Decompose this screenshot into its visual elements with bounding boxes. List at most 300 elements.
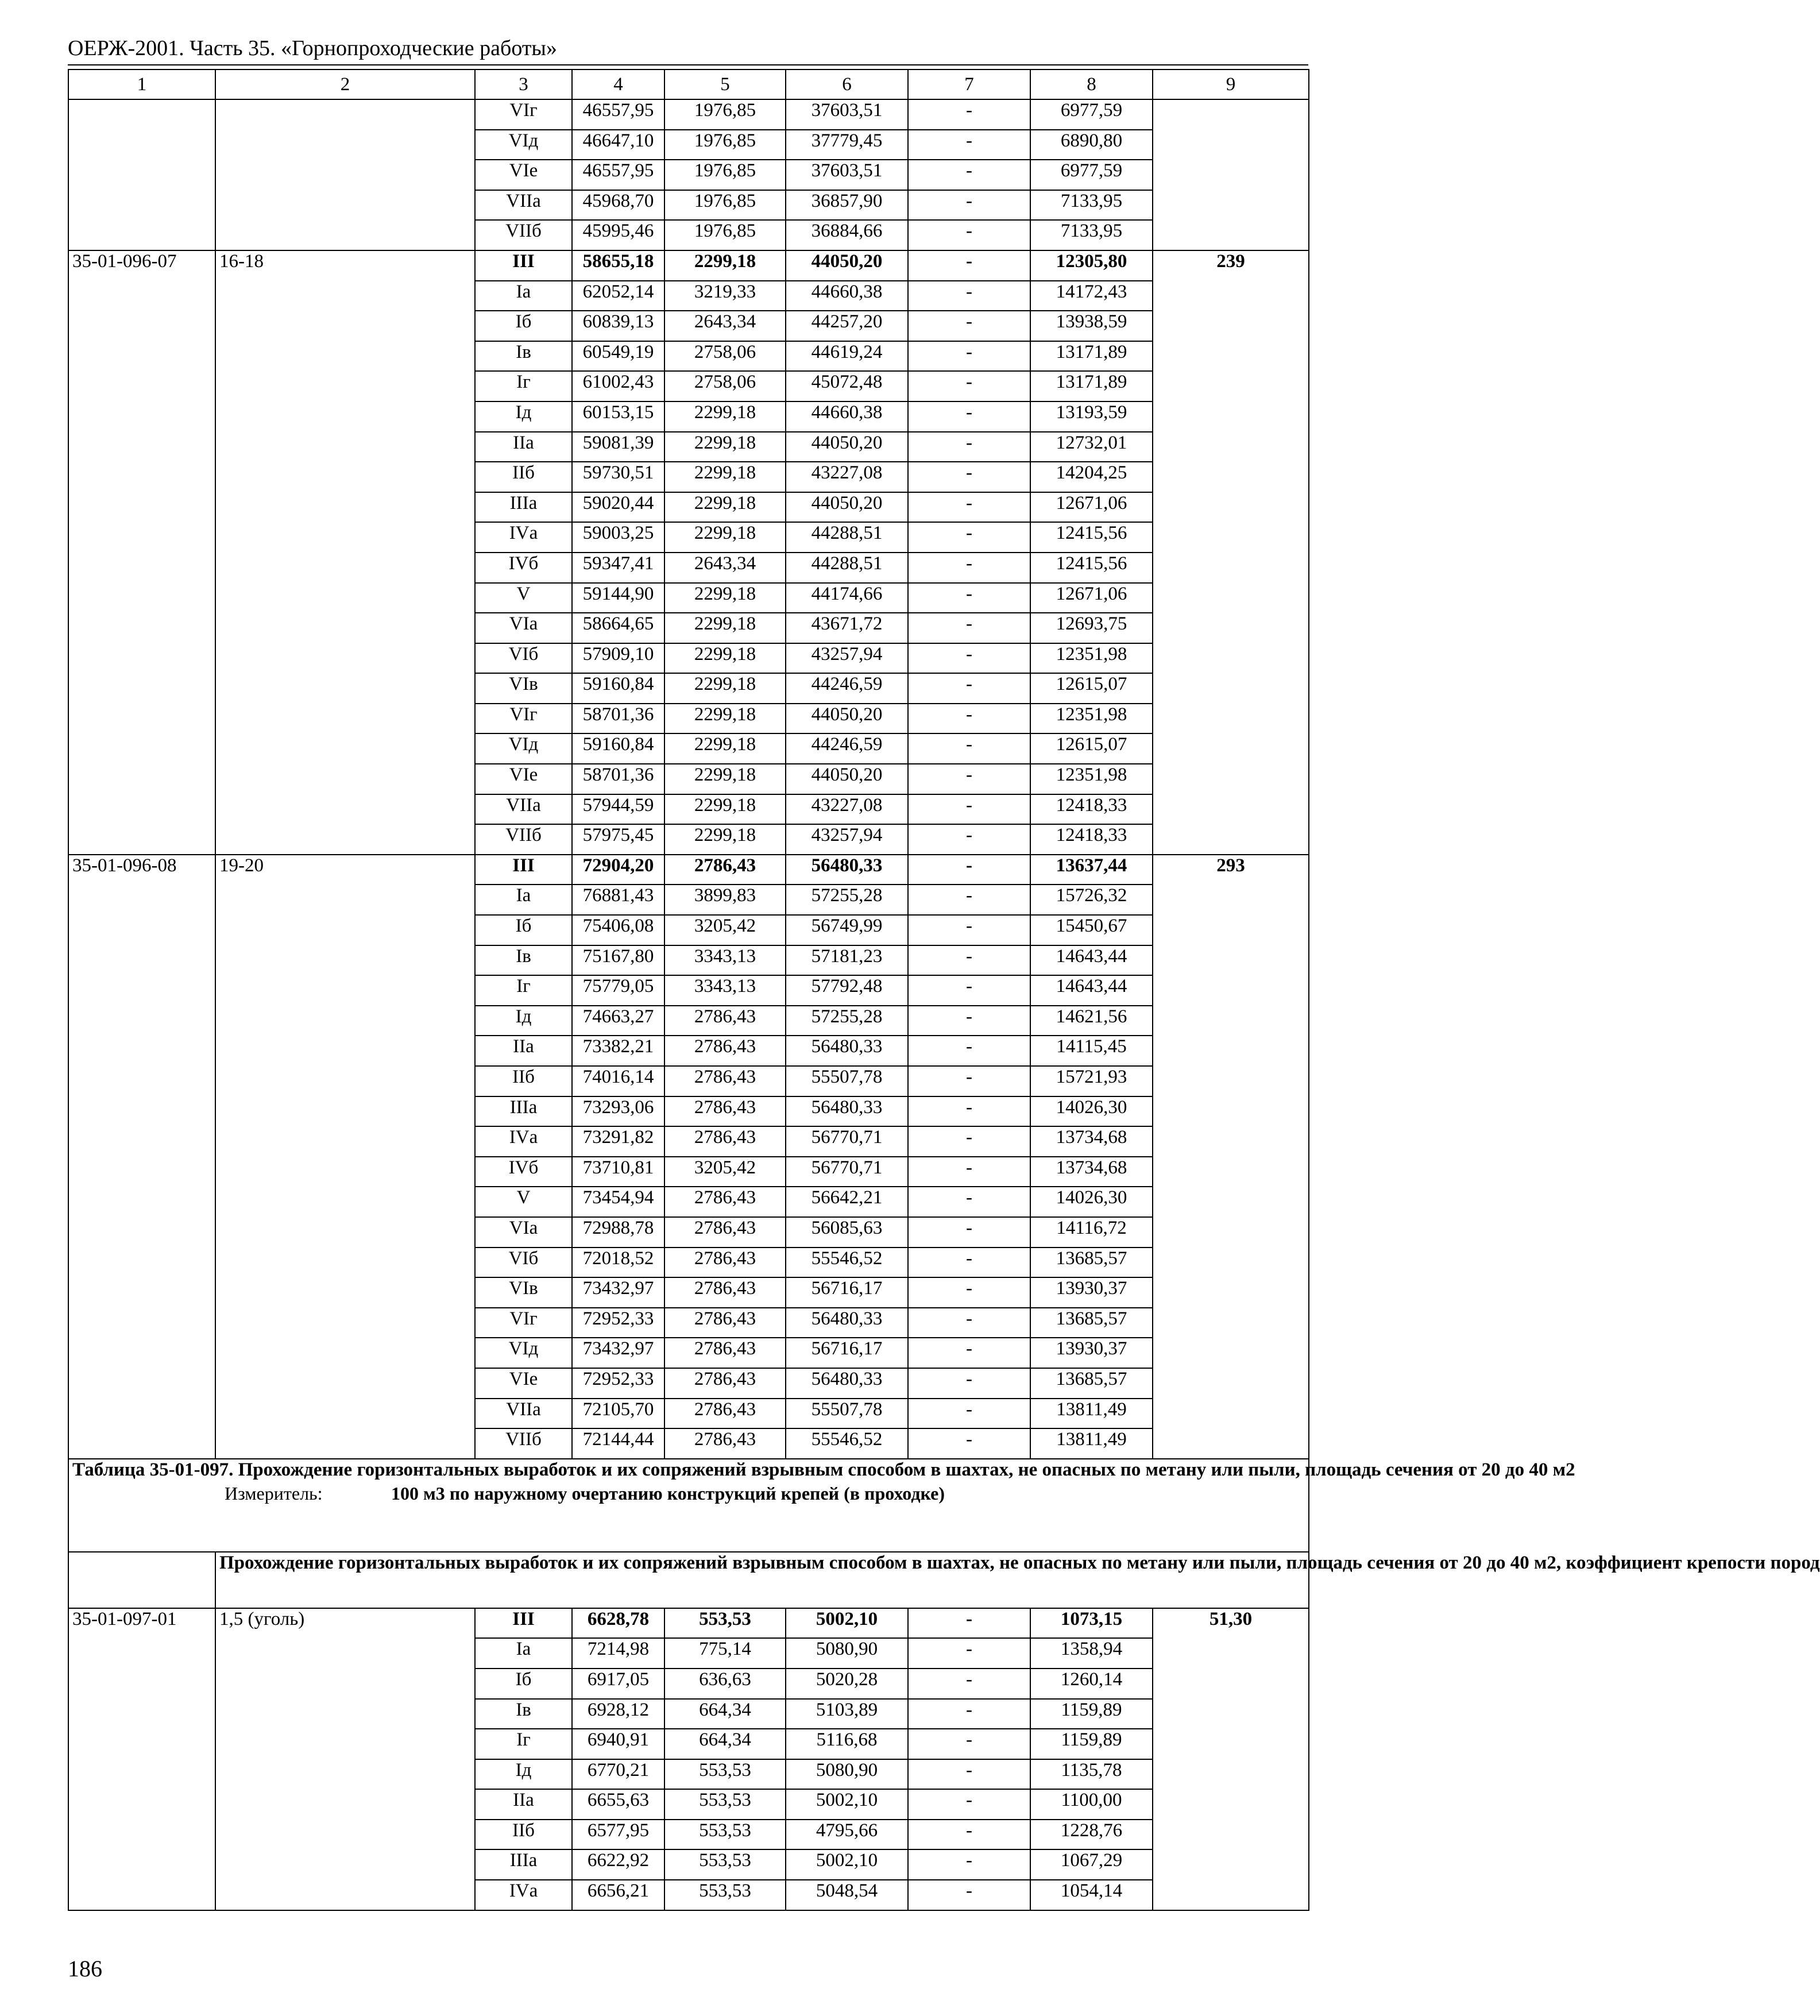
variant-cell: Iв [475,945,572,976]
variant-cell: VIд [475,733,572,764]
variant-cell: Iд [475,401,572,432]
drivers-wages-cell: - [908,190,1030,221]
code-cell: 35-01-096-07 [68,250,215,855]
wages-cell: 3205,42 [664,1157,786,1187]
labor-cell: 51,30 [1153,1608,1309,1910]
wages-cell: 2299,18 [664,492,786,523]
total-cost-cell: 46557,95 [572,99,664,130]
variant-cell: V [475,583,572,613]
variant-cell: VIа [475,1217,572,1248]
drivers-wages-cell: - [908,99,1030,130]
total-cost-cell: 59347,41 [572,553,664,583]
labor-cell [1153,99,1309,250]
variant-cell: Iг [475,371,572,401]
materials-cell: 12671,06 [1030,583,1153,613]
machines-cell: 56749,99 [786,915,908,945]
drivers-wages-cell: - [908,915,1030,945]
drivers-wages-cell: - [908,583,1030,613]
machines-cell: 44257,20 [786,311,908,341]
variant-cell: VIв [475,673,572,704]
variant-cell: VIIб [475,824,572,855]
variant-cell: III [475,855,572,885]
column-number: 5 [664,69,786,99]
wages-cell: 2299,18 [664,583,786,613]
column-number: 8 [1030,69,1153,99]
total-cost-cell: 57944,59 [572,794,664,825]
drivers-wages-cell: - [908,885,1030,915]
wages-cell: 2786,43 [664,1006,786,1036]
variant-cell: IIб [475,1066,572,1096]
variant-cell: IIIа [475,492,572,523]
machines-cell: 44660,38 [786,401,908,432]
drivers-wages-cell: - [908,462,1030,492]
wages-cell: 1976,85 [664,220,786,250]
variant-cell: VIIб [475,220,572,250]
machines-cell: 37603,51 [786,160,908,190]
materials-cell: 12615,07 [1030,673,1153,704]
total-cost-cell: 58664,65 [572,613,664,643]
drivers-wages-cell: - [908,1066,1030,1096]
total-cost-cell: 59020,44 [572,492,664,523]
materials-cell: 1054,14 [1030,1880,1153,1910]
wages-cell: 775,14 [664,1638,786,1669]
machines-cell: 44246,59 [786,733,908,764]
total-cost-cell: 75406,08 [572,915,664,945]
machines-cell: 44050,20 [786,764,908,794]
total-cost-cell: 75167,80 [572,945,664,976]
machines-cell: 57255,28 [786,1006,908,1036]
drivers-wages-cell: - [908,220,1030,250]
drivers-wages-cell: - [908,1608,1030,1639]
table-row [68,99,1309,130]
variant-cell: V [475,1187,572,1217]
wages-cell: 2299,18 [664,704,786,734]
drivers-wages-cell: - [908,794,1030,825]
wages-cell: 2299,18 [664,794,786,825]
machines-cell: 43227,08 [786,794,908,825]
total-cost-cell: 6770,21 [572,1759,664,1790]
machines-cell: 36884,66 [786,220,908,250]
variant-cell: IVб [475,553,572,583]
machines-cell: 55507,78 [786,1066,908,1096]
variant-cell: Iб [475,1669,572,1699]
variant-cell: IIа [475,1036,572,1066]
materials-cell: 14643,44 [1030,945,1153,976]
table-row-main [68,250,1309,281]
code-cell: 35-01-096-08 [68,855,215,1459]
total-cost-cell: 73432,97 [572,1338,664,1368]
materials-cell: 14172,43 [1030,281,1153,311]
materials-cell: 12351,98 [1030,704,1153,734]
drivers-wages-cell: - [908,522,1030,553]
materials-cell: 6977,59 [1030,160,1153,190]
drivers-wages-cell: - [908,975,1030,1006]
wages-cell: 3219,33 [664,281,786,311]
drivers-wages-cell: - [908,281,1030,311]
variant-cell: VIе [475,160,572,190]
materials-cell: 13734,68 [1030,1126,1153,1157]
variant-cell: VIIа [475,190,572,221]
materials-cell: 14116,72 [1030,1217,1153,1248]
machines-cell: 44246,59 [786,673,908,704]
column-number: 6 [786,69,908,99]
drivers-wages-cell: - [908,250,1030,281]
materials-cell: 13637,44 [1030,855,1153,885]
machines-cell: 5020,28 [786,1669,908,1699]
drivers-wages-cell: - [908,764,1030,794]
drivers-wages-cell: - [908,1217,1030,1248]
total-cost-cell: 59160,84 [572,673,664,704]
materials-cell: 13938,59 [1030,311,1153,341]
machines-cell: 5103,89 [786,1699,908,1729]
materials-cell: 1228,76 [1030,1820,1153,1850]
machines-cell: 5002,10 [786,1608,908,1639]
materials-cell: 13811,49 [1030,1428,1153,1459]
drivers-wages-cell: - [908,1428,1030,1459]
total-cost-cell: 46557,95 [572,160,664,190]
table-row-main [68,1608,1309,1639]
machines-cell: 36857,90 [786,190,908,221]
drivers-wages-cell: - [908,855,1030,885]
drivers-wages-cell: - [908,1308,1030,1338]
wages-cell: 2786,43 [664,1277,786,1308]
machines-cell: 57792,48 [786,975,908,1006]
wages-cell: 2643,34 [664,311,786,341]
wages-cell: 2299,18 [664,643,786,674]
drivers-wages-cell: - [908,1126,1030,1157]
wages-cell: 2786,43 [664,1399,786,1429]
materials-cell: 1358,94 [1030,1638,1153,1669]
drivers-wages-cell: - [908,1006,1030,1036]
machines-cell: 44050,20 [786,432,908,462]
wages-cell: 553,53 [664,1880,786,1910]
machines-cell: 43227,08 [786,462,908,492]
wages-cell: 2299,18 [664,250,786,281]
wages-cell: 2786,43 [664,1428,786,1459]
variant-cell: VIIа [475,1399,572,1429]
machines-cell: 5080,90 [786,1759,908,1790]
drivers-wages-cell: - [908,1368,1030,1399]
wages-cell: 2786,43 [664,1066,786,1096]
machines-cell: 44050,20 [786,704,908,734]
variant-cell: IVа [475,1126,572,1157]
materials-cell: 6977,59 [1030,99,1153,130]
wages-cell: 3899,83 [664,885,786,915]
total-cost-cell: 59003,25 [572,522,664,553]
variant-cell: III [475,1608,572,1639]
wages-cell: 1976,85 [664,99,786,130]
drivers-wages-cell: - [908,1789,1030,1820]
variant-cell: Iв [475,341,572,372]
materials-cell: 13685,57 [1030,1248,1153,1278]
machines-cell: 57181,23 [786,945,908,976]
machines-cell: 56716,17 [786,1338,908,1368]
total-cost-cell: 6656,21 [572,1880,664,1910]
code-cell: 35-01-097-01 [68,1608,215,1910]
variant-cell: VIв [475,1277,572,1308]
wages-cell: 1976,85 [664,160,786,190]
column-number: 9 [1153,69,1309,99]
column-number: 2 [215,69,475,99]
materials-cell: 15726,32 [1030,885,1153,915]
range-cell: 1,5 (уголь) [215,1608,475,1910]
total-cost-cell: 6917,05 [572,1669,664,1699]
drivers-wages-cell: - [908,704,1030,734]
drivers-wages-cell: - [908,1399,1030,1429]
drivers-wages-cell: - [908,1699,1030,1729]
wages-cell: 553,53 [664,1820,786,1850]
page-number: 186 [68,1956,102,1982]
table-description-row [68,1552,1309,1608]
total-cost-cell: 61002,43 [572,371,664,401]
total-cost-cell: 72988,78 [572,1217,664,1248]
code-cell [68,99,215,250]
machines-cell: 43257,94 [786,824,908,855]
materials-cell: 15721,93 [1030,1066,1153,1096]
variant-cell: Iг [475,975,572,1006]
total-cost-cell: 76881,43 [572,885,664,915]
variant-cell: VIе [475,1368,572,1399]
total-cost-cell: 6940,91 [572,1729,664,1759]
drivers-wages-cell: - [908,311,1030,341]
total-cost-cell: 58655,18 [572,250,664,281]
materials-cell: 13930,37 [1030,1338,1153,1368]
variant-cell: IIа [475,1789,572,1820]
total-cost-cell: 59081,39 [572,432,664,462]
machines-cell: 56480,33 [786,1036,908,1066]
total-cost-cell: 62052,14 [572,281,664,311]
drivers-wages-cell: - [908,1880,1030,1910]
total-cost-cell: 57975,45 [572,824,664,855]
column-number: 3 [475,69,572,99]
table-title: Таблица 35-01-097. Прохождение горизонтальных выработок и их сопряжений взрывным способом в шахтах, не опасных по метану или пыли, площадь сечения от 20 до 40 м2 [72,1459,1575,1480]
rates-table [68,69,1820,1911]
machines-cell: 57255,28 [786,885,908,915]
materials-cell: 1100,00 [1030,1789,1153,1820]
total-cost-cell: 72952,33 [572,1308,664,1338]
materials-cell: 13171,89 [1030,341,1153,372]
drivers-wages-cell: - [908,1759,1030,1790]
machines-cell: 5002,10 [786,1849,908,1880]
drivers-wages-cell: - [908,1187,1030,1217]
variant-cell: VIб [475,643,572,674]
unit-label: Измеритель: [225,1483,323,1504]
total-cost-cell: 72018,52 [572,1248,664,1278]
total-cost-cell: 73291,82 [572,1126,664,1157]
wages-cell: 2299,18 [664,764,786,794]
total-cost-cell: 58701,36 [572,764,664,794]
machines-cell: 56480,33 [786,1308,908,1338]
drivers-wages-cell: - [908,371,1030,401]
variant-cell: Iа [475,281,572,311]
materials-cell: 1159,89 [1030,1699,1153,1729]
wages-cell: 664,34 [664,1699,786,1729]
materials-cell: 12418,33 [1030,824,1153,855]
materials-cell: 1159,89 [1030,1729,1153,1759]
total-cost-cell: 6577,95 [572,1820,664,1850]
machines-cell: 5080,90 [786,1638,908,1669]
wages-cell: 1976,85 [664,190,786,221]
column-number-row [68,69,1309,99]
total-cost-cell: 58701,36 [572,704,664,734]
drivers-wages-cell: - [908,1277,1030,1308]
machines-cell: 56480,33 [786,1096,908,1127]
machines-cell: 44174,66 [786,583,908,613]
total-cost-cell: 45995,46 [572,220,664,250]
variant-cell: VIд [475,1338,572,1368]
wages-cell: 2786,43 [664,1187,786,1217]
column-number: 7 [908,69,1030,99]
variant-cell: IVа [475,1880,572,1910]
wages-cell: 2786,43 [664,855,786,885]
drivers-wages-cell: - [908,1338,1030,1368]
materials-cell: 14621,56 [1030,1006,1153,1036]
total-cost-cell: 6655,63 [572,1789,664,1820]
wages-cell: 664,34 [664,1729,786,1759]
materials-cell: 14115,45 [1030,1036,1153,1066]
drivers-wages-cell: - [908,160,1030,190]
total-cost-cell: 73382,21 [572,1036,664,1066]
variant-cell: IIа [475,432,572,462]
variant-cell: VIIб [475,1428,572,1459]
drivers-wages-cell: - [908,1729,1030,1759]
drivers-wages-cell: - [908,1638,1030,1669]
machines-cell: 44050,20 [786,250,908,281]
variant-cell: IVб [475,1157,572,1187]
column-number: 4 [572,69,664,99]
materials-cell: 14204,25 [1030,462,1153,492]
total-cost-cell: 59160,84 [572,733,664,764]
wages-cell: 553,53 [664,1608,786,1639]
drivers-wages-cell: - [908,1669,1030,1699]
machines-cell: 56480,33 [786,1368,908,1399]
wages-cell: 2786,43 [664,1338,786,1368]
wages-cell: 2299,18 [664,673,786,704]
total-cost-cell: 6622,92 [572,1849,664,1880]
total-cost-cell: 73293,06 [572,1096,664,1127]
column-number: 1 [68,69,215,99]
variant-cell: Iд [475,1006,572,1036]
variant-cell: Iа [475,1638,572,1669]
drivers-wages-cell: - [908,401,1030,432]
materials-cell: 7133,95 [1030,190,1153,221]
machines-cell: 43671,72 [786,613,908,643]
table-title-cell [68,1459,1575,1552]
wages-cell: 636,63 [664,1669,786,1699]
drivers-wages-cell: - [908,673,1030,704]
drivers-wages-cell: - [908,1820,1030,1850]
wages-cell: 3343,13 [664,945,786,976]
materials-cell: 1135,78 [1030,1759,1153,1790]
variant-cell: VIг [475,704,572,734]
materials-cell: 12415,56 [1030,553,1153,583]
total-cost-cell: 60153,15 [572,401,664,432]
variant-cell: VIг [475,1308,572,1338]
drivers-wages-cell: - [908,945,1030,976]
page-header-title: ОЕРЖ-2001. Часть 35. «Горнопроходческие работы» [68,36,557,60]
wages-cell: 553,53 [664,1759,786,1790]
machines-cell: 44050,20 [786,492,908,523]
machines-cell: 5048,54 [786,1880,908,1910]
materials-cell: 12415,56 [1030,522,1153,553]
materials-cell: 13171,89 [1030,371,1153,401]
materials-cell: 12418,33 [1030,794,1153,825]
total-cost-cell: 72105,70 [572,1399,664,1429]
variant-cell: VIе [475,764,572,794]
materials-cell: 12351,98 [1030,764,1153,794]
materials-cell: 12671,06 [1030,492,1153,523]
wages-cell: 2299,18 [664,462,786,492]
materials-cell: 7133,95 [1030,220,1153,250]
variant-cell: VIб [475,1248,572,1278]
materials-cell: 6890,80 [1030,130,1153,160]
variant-cell: Iд [475,1759,572,1790]
wages-cell: 2786,43 [664,1036,786,1066]
total-cost-cell: 45968,70 [572,190,664,221]
machines-cell: 55507,78 [786,1399,908,1429]
total-cost-cell: 60549,19 [572,341,664,372]
materials-cell: 12732,01 [1030,432,1153,462]
labor-cell: 239 [1153,250,1309,855]
drivers-wages-cell: - [908,643,1030,674]
wages-cell: 2786,43 [664,1248,786,1278]
drivers-wages-cell: - [908,553,1030,583]
variant-cell: Iб [475,915,572,945]
machines-cell: 44660,38 [786,281,908,311]
materials-cell: 12693,75 [1030,613,1153,643]
wages-cell: 2786,43 [664,1368,786,1399]
variant-cell: IIб [475,462,572,492]
total-cost-cell: 73454,94 [572,1187,664,1217]
drivers-wages-cell: - [908,1157,1030,1187]
total-cost-cell: 72952,33 [572,1368,664,1399]
machines-cell: 37603,51 [786,99,908,130]
wages-cell: 553,53 [664,1789,786,1820]
wages-cell: 2786,43 [664,1217,786,1248]
materials-cell: 12615,07 [1030,733,1153,764]
total-cost-cell: 46647,10 [572,130,664,160]
total-cost-cell: 74663,27 [572,1006,664,1036]
machines-cell: 44288,51 [786,553,908,583]
drivers-wages-cell: - [908,1036,1030,1066]
total-cost-cell: 6928,12 [572,1699,664,1729]
machines-cell: 45072,48 [786,371,908,401]
machines-cell: 44288,51 [786,522,908,553]
variant-cell: VIд [475,130,572,160]
total-cost-cell: 72904,20 [572,855,664,885]
total-cost-cell: 59144,90 [572,583,664,613]
wages-cell: 1976,85 [664,130,786,160]
wages-cell: 2758,06 [664,341,786,372]
total-cost-cell: 6628,78 [572,1608,664,1639]
table-title-row [68,1459,1309,1552]
variant-cell: IIIа [475,1096,572,1127]
drivers-wages-cell: - [908,432,1030,462]
machines-cell: 55546,52 [786,1428,908,1459]
drivers-wages-cell: - [908,733,1030,764]
wages-cell: 2786,43 [664,1308,786,1338]
materials-cell: 1067,29 [1030,1849,1153,1880]
variant-cell: Iб [475,311,572,341]
variant-cell: VIа [475,613,572,643]
materials-cell: 13193,59 [1030,401,1153,432]
wages-cell: 3343,13 [664,975,786,1006]
wages-cell: 2299,18 [664,824,786,855]
machines-cell: 56480,33 [786,855,908,885]
wages-cell: 2299,18 [664,613,786,643]
range-cell [215,99,475,250]
variant-cell: IIIа [475,1849,572,1880]
